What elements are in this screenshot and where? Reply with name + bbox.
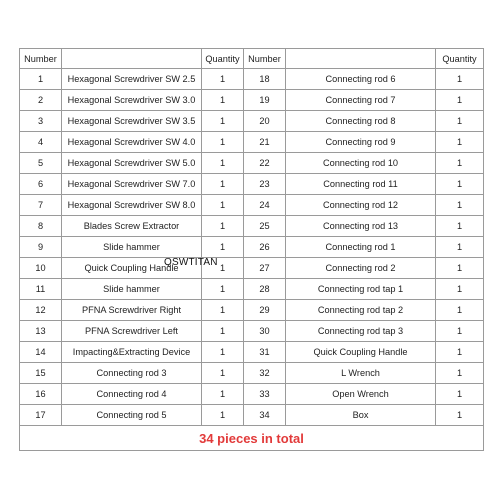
item-quantity-right: 1 [436, 279, 484, 300]
item-quantity-right: 1 [436, 132, 484, 153]
item-quantity-right: 1 [436, 111, 484, 132]
item-number-left: 16 [20, 384, 62, 405]
item-name-left: Impacting&Extracting Device [62, 342, 202, 363]
item-number-right: 31 [244, 342, 286, 363]
table-row [20, 132, 484, 153]
item-number-right: 21 [244, 132, 286, 153]
item-number-right: 34 [244, 405, 286, 426]
table-row [20, 216, 484, 237]
item-name-right: Connecting rod tap 2 [286, 300, 436, 321]
table-row [20, 321, 484, 342]
item-quantity-left: 1 [202, 195, 244, 216]
item-quantity-right: 1 [436, 90, 484, 111]
item-number-right: 25 [244, 216, 286, 237]
item-name-right: Connecting rod 7 [286, 90, 436, 111]
item-number-left: 4 [20, 132, 62, 153]
item-quantity-right: 1 [436, 69, 484, 90]
header-quantity-right: Quantity [436, 49, 484, 69]
item-name-left: Quick Coupling Handle [62, 258, 202, 279]
table-row [20, 195, 484, 216]
table-row [20, 384, 484, 405]
item-number-left: 17 [20, 405, 62, 426]
header-number-left: Number [20, 49, 62, 69]
item-quantity-right: 1 [436, 237, 484, 258]
table-row [20, 405, 484, 426]
item-name-right: Connecting rod tap 3 [286, 321, 436, 342]
item-name-right: Connecting rod 6 [286, 69, 436, 90]
item-name-right: Box [286, 405, 436, 426]
item-number-left: 12 [20, 300, 62, 321]
table-row [20, 174, 484, 195]
item-number-right: 19 [244, 90, 286, 111]
item-number-right: 33 [244, 384, 286, 405]
header-name-left [62, 49, 202, 69]
item-number-right: 32 [244, 363, 286, 384]
item-number-left: 6 [20, 174, 62, 195]
item-name-right: Connecting rod 1 [286, 237, 436, 258]
item-name-right: Connecting rod tap 1 [286, 279, 436, 300]
item-number-left: 8 [20, 216, 62, 237]
item-name-left: PFNA Screwdriver Right [62, 300, 202, 321]
item-name-left: Hexagonal Screwdriver SW 3.5 [62, 111, 202, 132]
table-row [20, 237, 484, 258]
item-name-left: Slide hammer [62, 237, 202, 258]
item-quantity-left: 1 [202, 279, 244, 300]
item-quantity-right: 1 [436, 321, 484, 342]
item-quantity-left: 1 [202, 405, 244, 426]
item-number-left: 2 [20, 90, 62, 111]
item-name-right: Connecting rod 12 [286, 195, 436, 216]
item-name-right: Connecting rod 10 [286, 153, 436, 174]
item-name-left: Slide hammer [62, 279, 202, 300]
item-name-right: Connecting rod 11 [286, 174, 436, 195]
item-number-left: 1 [20, 69, 62, 90]
item-name-right: Connecting rod 9 [286, 132, 436, 153]
item-number-right: 28 [244, 279, 286, 300]
item-number-left: 15 [20, 363, 62, 384]
item-name-left: Hexagonal Screwdriver SW 8.0 [62, 195, 202, 216]
item-name-right: Connecting rod 13 [286, 216, 436, 237]
item-name-right: Quick Coupling Handle [286, 342, 436, 363]
item-name-left: Hexagonal Screwdriver SW 3.0 [62, 90, 202, 111]
table-row [20, 279, 484, 300]
item-quantity-left: 1 [202, 216, 244, 237]
item-quantity-left: 1 [202, 237, 244, 258]
item-quantity-left: 1 [202, 384, 244, 405]
item-name-left: Connecting rod 3 [62, 363, 202, 384]
item-name-left: Hexagonal Screwdriver SW 5.0 [62, 153, 202, 174]
item-name-left: Hexagonal Screwdriver SW 7.0 [62, 174, 202, 195]
item-number-left: 7 [20, 195, 62, 216]
item-quantity-right: 1 [436, 153, 484, 174]
item-quantity-right: 1 [436, 342, 484, 363]
header-quantity-left: Quantity [202, 49, 244, 69]
table-row [20, 111, 484, 132]
item-quantity-left: 1 [202, 153, 244, 174]
header-name-right [286, 49, 436, 69]
item-number-right: 24 [244, 195, 286, 216]
item-quantity-left: 1 [202, 111, 244, 132]
item-name-right: Connecting rod 2 [286, 258, 436, 279]
table-header-row [20, 49, 484, 69]
item-number-left: 14 [20, 342, 62, 363]
item-quantity-left: 1 [202, 342, 244, 363]
table-row [20, 153, 484, 174]
item-number-right: 30 [244, 321, 286, 342]
item-quantity-left: 1 [202, 132, 244, 153]
parts-list-table [19, 48, 484, 451]
item-number-right: 22 [244, 153, 286, 174]
item-name-left: Hexagonal Screwdriver SW 4.0 [62, 132, 202, 153]
item-name-right: L Wrench [286, 363, 436, 384]
item-quantity-right: 1 [436, 258, 484, 279]
table-row [20, 69, 484, 90]
item-quantity-left: 1 [202, 300, 244, 321]
item-number-right: 27 [244, 258, 286, 279]
item-number-right: 26 [244, 237, 286, 258]
table-row [20, 300, 484, 321]
item-name-left: PFNA Screwdriver Left [62, 321, 202, 342]
table-row [20, 342, 484, 363]
item-number-left: 9 [20, 237, 62, 258]
item-number-left: 11 [20, 279, 62, 300]
item-quantity-right: 1 [436, 195, 484, 216]
total-label: 34 pieces in total [20, 426, 484, 451]
item-quantity-left: 1 [202, 258, 244, 279]
table-row [20, 90, 484, 111]
item-quantity-right: 1 [436, 363, 484, 384]
item-quantity-right: 1 [436, 216, 484, 237]
item-quantity-left: 1 [202, 90, 244, 111]
item-number-right: 29 [244, 300, 286, 321]
item-name-left: Hexagonal Screwdriver SW 2.5 [62, 69, 202, 90]
table-row [20, 363, 484, 384]
item-number-right: 20 [244, 111, 286, 132]
header-number-right: Number [244, 49, 286, 69]
item-quantity-left: 1 [202, 69, 244, 90]
item-name-right: Open Wrench [286, 384, 436, 405]
item-name-left: Blades Screw Extractor [62, 216, 202, 237]
table-row [20, 258, 484, 279]
item-quantity-left: 1 [202, 321, 244, 342]
item-number-left: 5 [20, 153, 62, 174]
watermark-text: QSWTITAN [164, 257, 218, 268]
item-quantity-right: 1 [436, 384, 484, 405]
item-quantity-left: 1 [202, 174, 244, 195]
item-quantity-right: 1 [436, 174, 484, 195]
item-number-left: 13 [20, 321, 62, 342]
item-number-left: 10 [20, 258, 62, 279]
item-name-right: Connecting rod 8 [286, 111, 436, 132]
item-number-right: 18 [244, 69, 286, 90]
item-name-left: Connecting rod 5 [62, 405, 202, 426]
item-quantity-right: 1 [436, 405, 484, 426]
item-quantity-left: 1 [202, 363, 244, 384]
total-row [20, 426, 484, 451]
item-name-left: Connecting rod 4 [62, 384, 202, 405]
item-number-right: 23 [244, 174, 286, 195]
item-quantity-right: 1 [436, 300, 484, 321]
item-number-left: 3 [20, 111, 62, 132]
